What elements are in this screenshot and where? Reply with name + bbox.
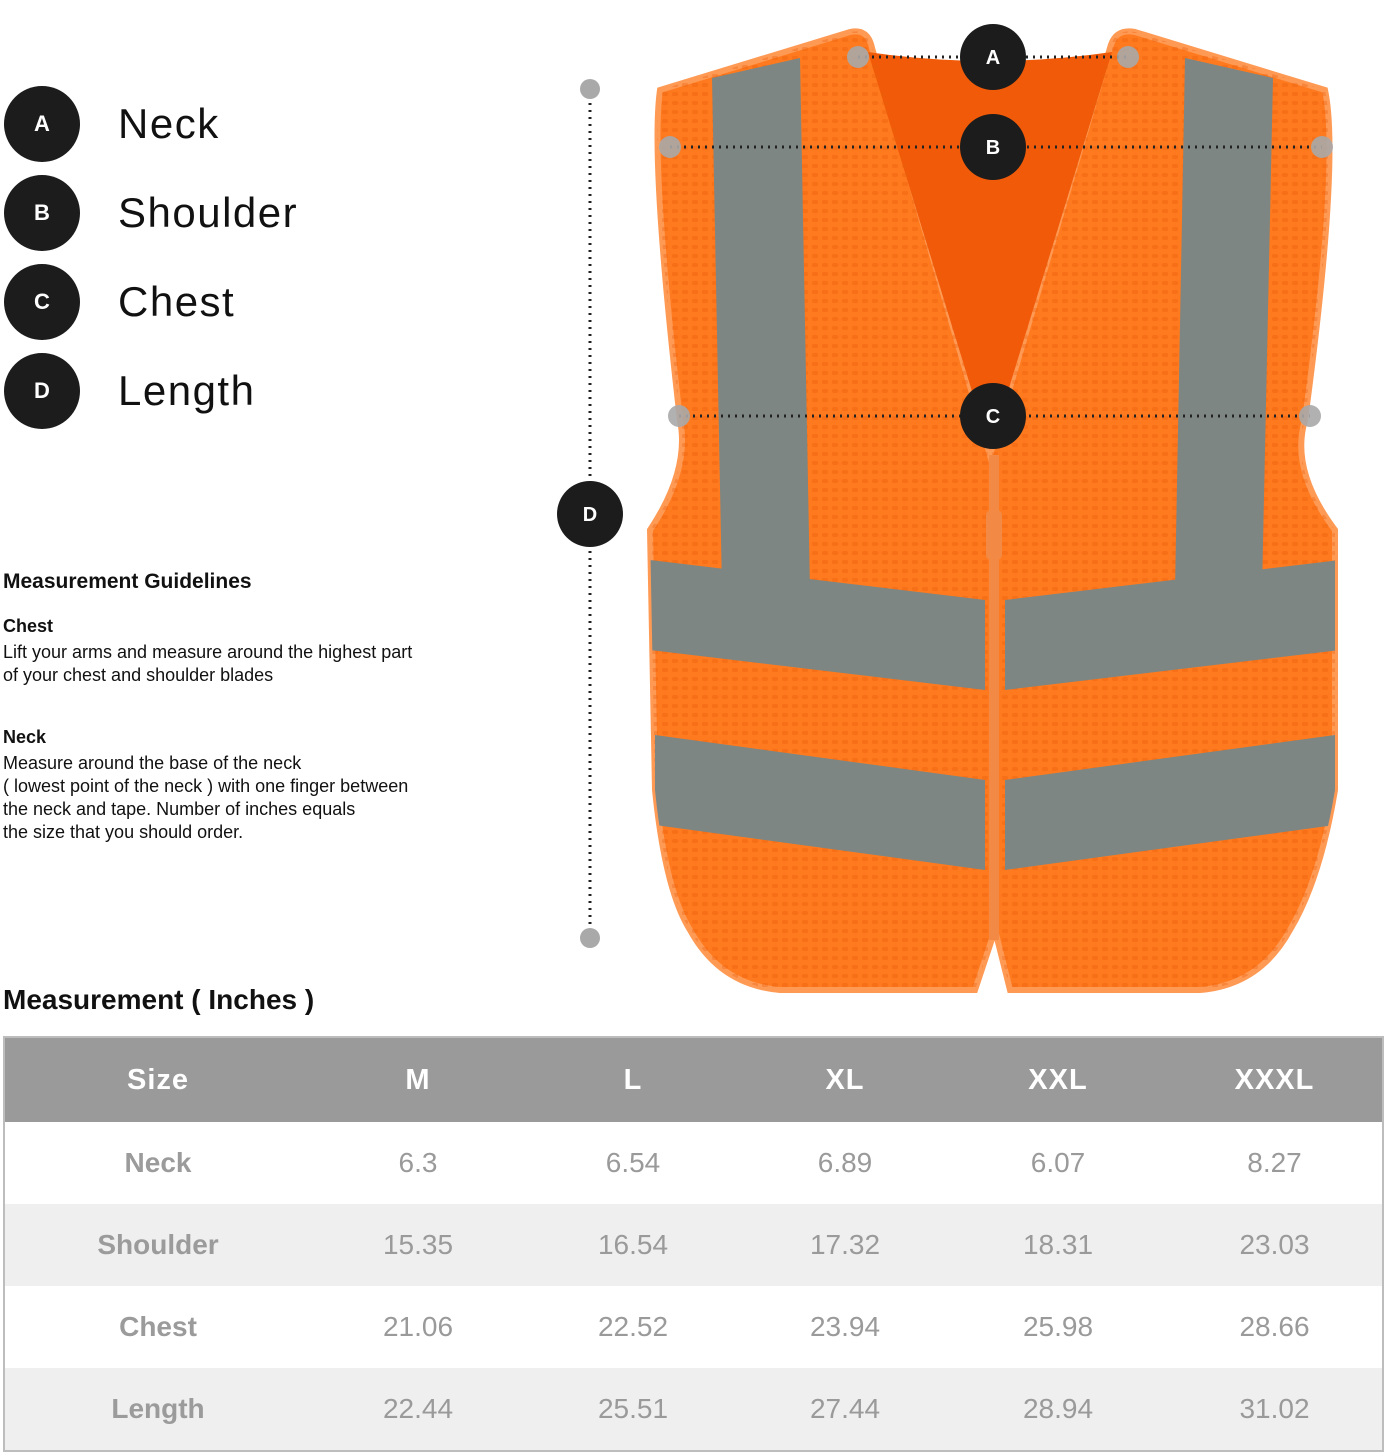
guideline-heading: Neck — [3, 727, 47, 747]
marker-badge-a: A — [4, 86, 80, 162]
table-cell: 28.94 — [949, 1368, 1167, 1451]
table-row-neck — [4, 1122, 1383, 1204]
table-cell: 6.89 — [741, 1122, 949, 1204]
table-header-row — [4, 1037, 1383, 1122]
guideline-heading: Chest — [3, 616, 54, 636]
table-row-length — [4, 1368, 1383, 1451]
table-cell: 25.51 — [525, 1368, 741, 1451]
marker-badge-c — [960, 383, 1026, 449]
size-chart-table — [3, 1036, 1384, 1452]
guideline-chest — [3, 616, 473, 687]
legend-item-shoulder — [4, 174, 298, 252]
table-cell: 28.66 — [1167, 1286, 1383, 1368]
header-xl: XL — [741, 1037, 949, 1122]
row-label: Chest — [4, 1286, 311, 1368]
header-xxl: XXL — [949, 1037, 1167, 1122]
table-cell: 16.54 — [525, 1204, 741, 1286]
legend-item-chest — [4, 263, 235, 341]
safety-vest-illustration — [540, 0, 1386, 1000]
badge-letter: D — [582, 504, 598, 526]
marker-badge-b — [960, 114, 1026, 180]
marker-badge-a — [960, 24, 1026, 90]
table-cell: 15.35 — [311, 1204, 525, 1286]
table-cell: 22.44 — [311, 1368, 525, 1451]
table-cell: 31.02 — [1167, 1368, 1383, 1451]
legend-label: Shoulder — [118, 189, 299, 236]
table-row-shoulder — [4, 1204, 1383, 1286]
legend-item-length — [4, 352, 255, 430]
badge-letter: C — [985, 406, 1001, 428]
legend-label: Length — [118, 367, 256, 414]
table-cell: 6.07 — [949, 1122, 1167, 1204]
measurement-guidelines — [3, 570, 473, 844]
marker-badge-d — [557, 481, 623, 547]
badge-letter: B — [985, 137, 1001, 159]
row-label: Neck — [4, 1122, 311, 1204]
guidelines-title: Measurement Guidelines — [3, 570, 252, 593]
header-size: Size — [4, 1037, 311, 1122]
marker-badge-d: D — [4, 353, 80, 429]
marker-badge-c: C — [4, 264, 80, 340]
table-title: Measurement ( Inches ) — [3, 984, 315, 1015]
badge-letter: A — [985, 47, 1001, 69]
guideline-neck — [3, 727, 473, 844]
header-m: M — [311, 1037, 525, 1122]
table-cell: 23.94 — [741, 1286, 949, 1368]
table-cell: 23.03 — [1167, 1204, 1383, 1286]
row-label: Length — [4, 1368, 311, 1451]
table-cell: 25.98 — [949, 1286, 1167, 1368]
table-cell: 27.44 — [741, 1368, 949, 1451]
legend-label: Neck — [118, 100, 220, 147]
header-l: L — [525, 1037, 741, 1122]
table-cell: 17.32 — [741, 1204, 949, 1286]
table-row-chest — [4, 1286, 1383, 1368]
table-cell: 21.06 — [311, 1286, 525, 1368]
guideline-text: Lift your arms and measure around the highest part of your chest and shoulder blades — [3, 642, 413, 685]
row-label: Shoulder — [4, 1204, 311, 1286]
header-xxxl: XXXL — [1167, 1037, 1383, 1122]
table-cell: 8.27 — [1167, 1122, 1383, 1204]
table-cell: 18.31 — [949, 1204, 1167, 1286]
guideline-text: Measure around the base of the neck ( lowest point of the neck ) with one finger between the neck and tape. Number of inches equals the size that you should order. — [3, 753, 409, 842]
table-cell: 6.3 — [311, 1122, 525, 1204]
legend-label: Chest — [118, 278, 236, 325]
legend-item-neck — [4, 85, 220, 163]
table-cell: 22.52 — [525, 1286, 741, 1368]
table-cell: 6.54 — [525, 1122, 741, 1204]
marker-badge-b: B — [4, 175, 80, 251]
